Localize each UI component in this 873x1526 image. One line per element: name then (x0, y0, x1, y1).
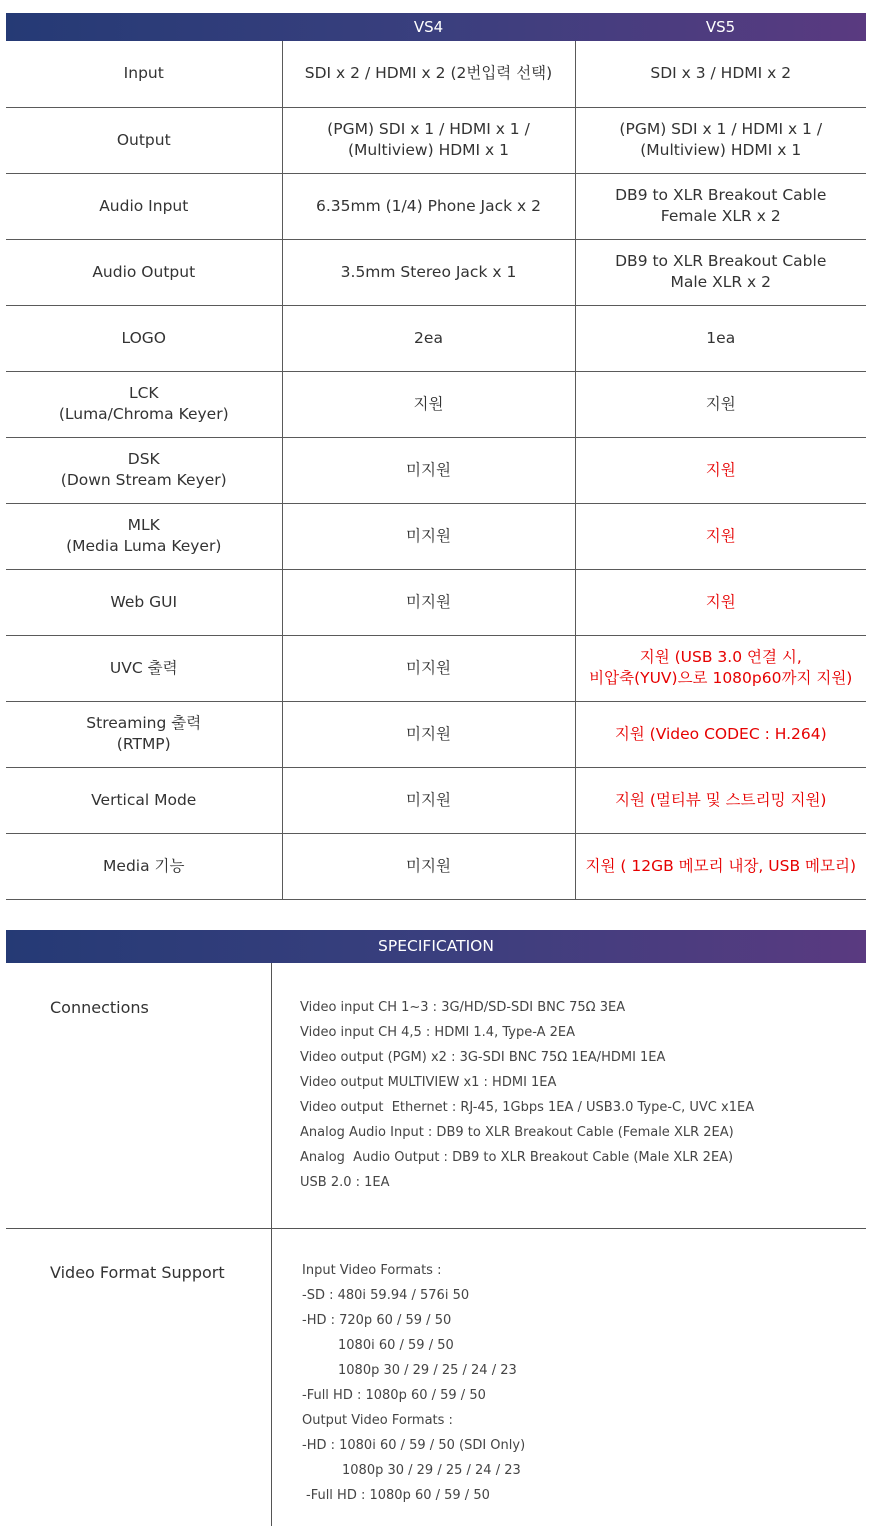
list-item: Input Video Formats : (302, 1263, 442, 1278)
table-row (6, 503, 866, 569)
feature-cell-line: LCK (128, 384, 159, 403)
list-item: -HD : 1080i 60 / 59 / 50 (SDI Only) (302, 1438, 526, 1453)
vs4-cell-line: 미지원 (406, 592, 451, 611)
vs5-cell-line: 비압축(YUV)으로 1080p60까지 지원) (589, 669, 853, 687)
spec-row-divider (6, 1228, 866, 1229)
table-row (6, 173, 866, 239)
vs5-cell (575, 173, 866, 239)
list-item: Video output MULTIVIEW x1 : HDMI 1EA (300, 1075, 557, 1090)
list-item: Video output Ethernet : RJ-45, 1Gbps 1EA / USB3.0 Type-C, UVC x1EA (300, 1100, 755, 1115)
feature-cell-line: MLK (127, 516, 160, 535)
vs4-cell-line: 미지원 (406, 724, 451, 743)
spec-column-divider (271, 963, 272, 1526)
vs4-cell (282, 833, 575, 899)
feature-cell-line: Vertical Mode (91, 790, 197, 809)
list-item: -SD : 480i 59.94 / 576i 50 (302, 1288, 470, 1303)
list-item: 1080p 30 / 29 / 25 / 24 / 23 (338, 1363, 517, 1378)
vs5-cell (575, 41, 866, 107)
table-row (6, 701, 866, 767)
feature-cell (6, 569, 282, 635)
list-item: Output Video Formats : (302, 1413, 453, 1428)
list-item: -Full HD : 1080p 60 / 59 / 50 (306, 1488, 490, 1503)
vs4-cell (282, 305, 575, 371)
vs4-cell (282, 767, 575, 833)
comparison-header (6, 13, 866, 41)
vs5-cell (575, 239, 866, 305)
vs5-cell (575, 503, 866, 569)
feature-cell-line: Web GUI (110, 592, 178, 611)
feature-cell-line: Audio Output (92, 262, 196, 281)
vs5-cell (575, 437, 866, 503)
feature-cell (6, 173, 282, 239)
vs5-cell (575, 767, 866, 833)
feature-cell-line: (RTMP) (116, 735, 171, 753)
feature-cell (6, 767, 282, 833)
feature-cell-line: Input (123, 64, 164, 83)
vs5-cell (575, 569, 866, 635)
feature-cell-line: Streaming 출력 (86, 714, 202, 733)
vs4-cell (282, 41, 575, 107)
feature-cell-line: (Luma/Chroma Keyer) (58, 405, 229, 423)
vs5-cell-line: 지원 ( 12GB 메모리 내장, USB 메모리) (585, 856, 856, 875)
vs4-cell-line: 3.5mm Stereo Jack x 1 (340, 262, 517, 281)
specification-header: SPECIFICATION (6, 930, 866, 963)
vs5-cell-line: 지원 (USB 3.0 연결 시, (639, 648, 802, 667)
vs4-cell (282, 173, 575, 239)
list-item: Analog Audio Input : DB9 to XLR Breakout Cable (Female XLR 2EA) (300, 1125, 734, 1140)
feature-cell-line: Audio Input (99, 196, 189, 215)
vs5-cell-line: 지원 (705, 394, 736, 413)
vs5-cell-line: Female XLR x 2 (660, 207, 781, 225)
vs4-cell-line: SDI x 2 / HDMI x 2 (2번입력 선택) (304, 64, 553, 83)
table-row (6, 371, 866, 437)
vs5-cell-line: 지원 (멀티뷰 및 스트리밍 지원) (615, 790, 827, 809)
feature-cell (6, 371, 282, 437)
feature-cell (6, 701, 282, 767)
list-item: Video output (PGM) x2 : 3G-SDI BNC 75Ω 1EA/HDMI 1EA (300, 1050, 666, 1065)
vs5-cell (575, 701, 866, 767)
vs5-cell-line: DB9 to XLR Breakout Cable (615, 186, 827, 205)
table-row (6, 305, 866, 371)
vs4-cell-line: (PGM) SDI x 1 / HDMI x 1 / (327, 120, 530, 139)
vs5-cell-line: 지원 (705, 460, 736, 479)
vs4-cell-line: 미지원 (406, 790, 451, 809)
vs4-cell (282, 635, 575, 701)
feature-cell (6, 107, 282, 173)
feature-cell (6, 437, 282, 503)
column-header-feature (6, 13, 282, 41)
table-row (6, 41, 866, 107)
connections-list (300, 995, 754, 1195)
video-format-label: Video Format Support (50, 1263, 225, 1282)
vs4-cell (282, 701, 575, 767)
list-item: -HD : 720p 60 / 59 / 50 (302, 1313, 452, 1328)
vs5-cell-line: 지원 (705, 526, 736, 545)
vs4-cell (282, 107, 575, 173)
table-row (6, 437, 866, 503)
feature-cell (6, 305, 282, 371)
vs5-cell-line: 1ea (706, 328, 736, 347)
feature-cell-line: (Media Luma Keyer) (66, 537, 222, 555)
comparison-body (6, 41, 866, 899)
feature-cell-line: (Down Stream Keyer) (60, 471, 227, 489)
feature-cell (6, 635, 282, 701)
vs4-cell-line: (Multiview) HDMI x 1 (347, 141, 510, 159)
vs5-cell-line: DB9 to XLR Breakout Cable (615, 252, 827, 271)
table-row (6, 107, 866, 173)
vs5-cell-line: SDI x 3 / HDMI x 2 (650, 64, 792, 83)
list-item: 1080p 30 / 29 / 25 / 24 / 23 (342, 1463, 521, 1478)
list-item: -Full HD : 1080p 60 / 59 / 50 (302, 1388, 486, 1403)
table-row (6, 833, 866, 899)
table-row (6, 635, 866, 701)
vs4-cell (282, 371, 575, 437)
table-row (6, 569, 866, 635)
table-row (6, 239, 866, 305)
feature-cell (6, 503, 282, 569)
vs4-cell (282, 503, 575, 569)
list-item: Video input CH 1~3 : 3G/HD/SD-SDI BNC 75Ω 3EA (300, 1000, 626, 1015)
list-item: Video input CH 4,5 : HDMI 1.4, Type-A 2EA (300, 1025, 576, 1040)
column-header-vs5: VS5 (705, 18, 736, 36)
vs4-cell-line: 미지원 (406, 856, 451, 875)
vs5-cell (575, 833, 866, 899)
list-item: Analog Audio Output : DB9 to XLR Breakout Cable (Male XLR 2EA) (300, 1150, 734, 1165)
vs5-cell-line: (PGM) SDI x 1 / HDMI x 1 / (619, 120, 823, 139)
vs5-cell-line: 지원 (Video CODEC : H.264) (614, 724, 827, 743)
table-row (6, 767, 866, 833)
feature-cell-line: Media 기능 (103, 856, 185, 875)
vs5-cell (575, 305, 866, 371)
vs4-cell-line: 미지원 (406, 460, 451, 479)
vs4-cell (282, 437, 575, 503)
feature-cell-line: LOGO (121, 328, 166, 347)
feature-cell-line: Output (116, 130, 171, 149)
feature-cell (6, 239, 282, 305)
comparison-table (6, 13, 866, 900)
vs5-cell (575, 371, 866, 437)
vs5-cell-line: Male XLR x 2 (670, 273, 772, 291)
vs5-cell (575, 107, 866, 173)
list-item: 1080i 60 / 59 / 50 (338, 1338, 454, 1353)
connections-label: Connections (50, 998, 149, 1017)
vs4-cell-line: 6.35mm (1/4) Phone Jack x 2 (316, 196, 541, 215)
vs4-cell (282, 239, 575, 305)
comparison-header-row (6, 13, 866, 41)
feature-cell (6, 41, 282, 107)
feature-cell-line: DSK (127, 450, 160, 469)
vs4-cell-line: 미지원 (406, 526, 451, 545)
vs5-cell (575, 635, 866, 701)
feature-cell-line: UVC 출력 (109, 658, 178, 677)
vs5-cell-line: (Multiview) HDMI x 1 (640, 141, 802, 159)
video-format-list (302, 1258, 525, 1508)
vs5-cell-line: 지원 (705, 592, 736, 611)
vs4-cell-line: 미지원 (406, 658, 451, 677)
feature-cell (6, 833, 282, 899)
list-item: USB 2.0 : 1EA (300, 1175, 390, 1190)
vs4-cell-line: 지원 (413, 394, 444, 413)
vs4-cell-line: 2ea (414, 328, 443, 347)
column-header-vs4: VS4 (413, 18, 444, 36)
vs4-cell (282, 569, 575, 635)
